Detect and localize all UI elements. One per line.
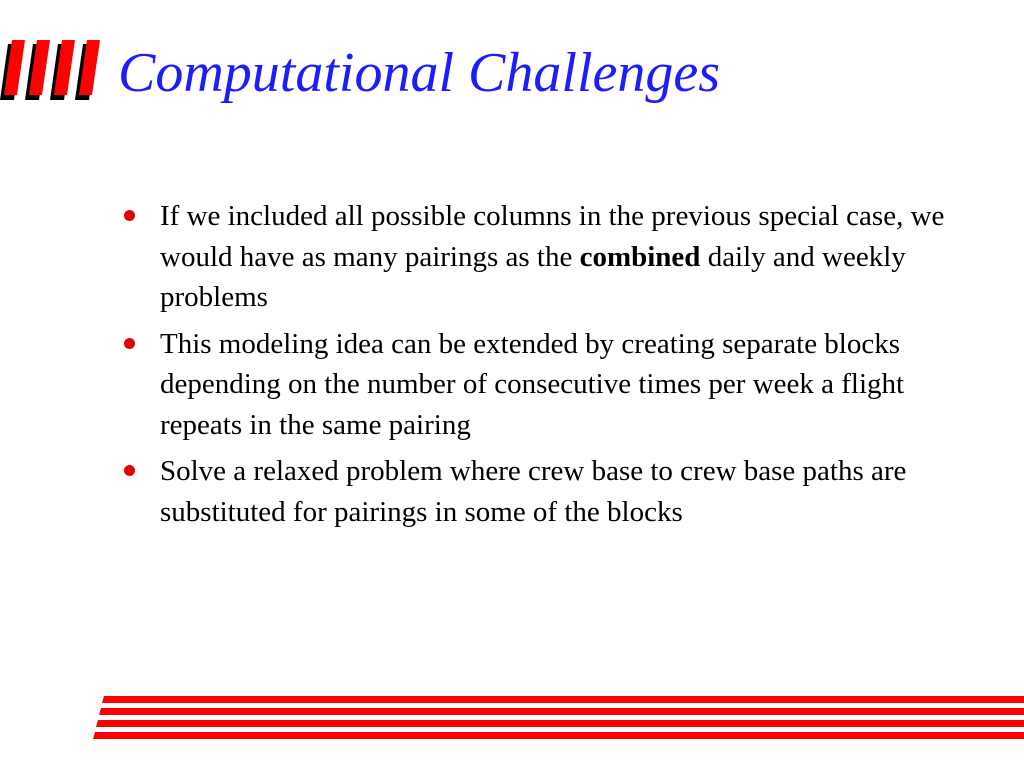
bullet-text: Solve a relaxed problem where crew base to crew base paths are substituted for pairings in some of the blocks xyxy=(160,455,907,528)
bullet-dot-icon xyxy=(124,465,135,476)
bullet-dot-icon xyxy=(124,210,135,221)
bullet-item xyxy=(120,196,970,318)
bullet-bold-text: combined xyxy=(579,240,701,273)
bullet-item xyxy=(120,324,970,446)
title-bars-decoration xyxy=(0,40,110,102)
bullet-dot-icon xyxy=(124,338,135,349)
bullet-text: If we included all possible columns in the previous special case, we would have as many pairings as the xyxy=(160,200,945,273)
bullet-text: This modeling idea can be extended by creating separate blocks depending on the number of consecutive times per week a flight repeats in the same pairing xyxy=(160,327,905,441)
slide-title: Computational Challenges xyxy=(118,42,720,104)
bullet-text-tail: daily and weekly problems xyxy=(160,240,906,313)
footer-stripes-decoration xyxy=(0,696,1024,740)
bullet-item xyxy=(120,451,970,532)
bullet-list xyxy=(120,196,970,538)
